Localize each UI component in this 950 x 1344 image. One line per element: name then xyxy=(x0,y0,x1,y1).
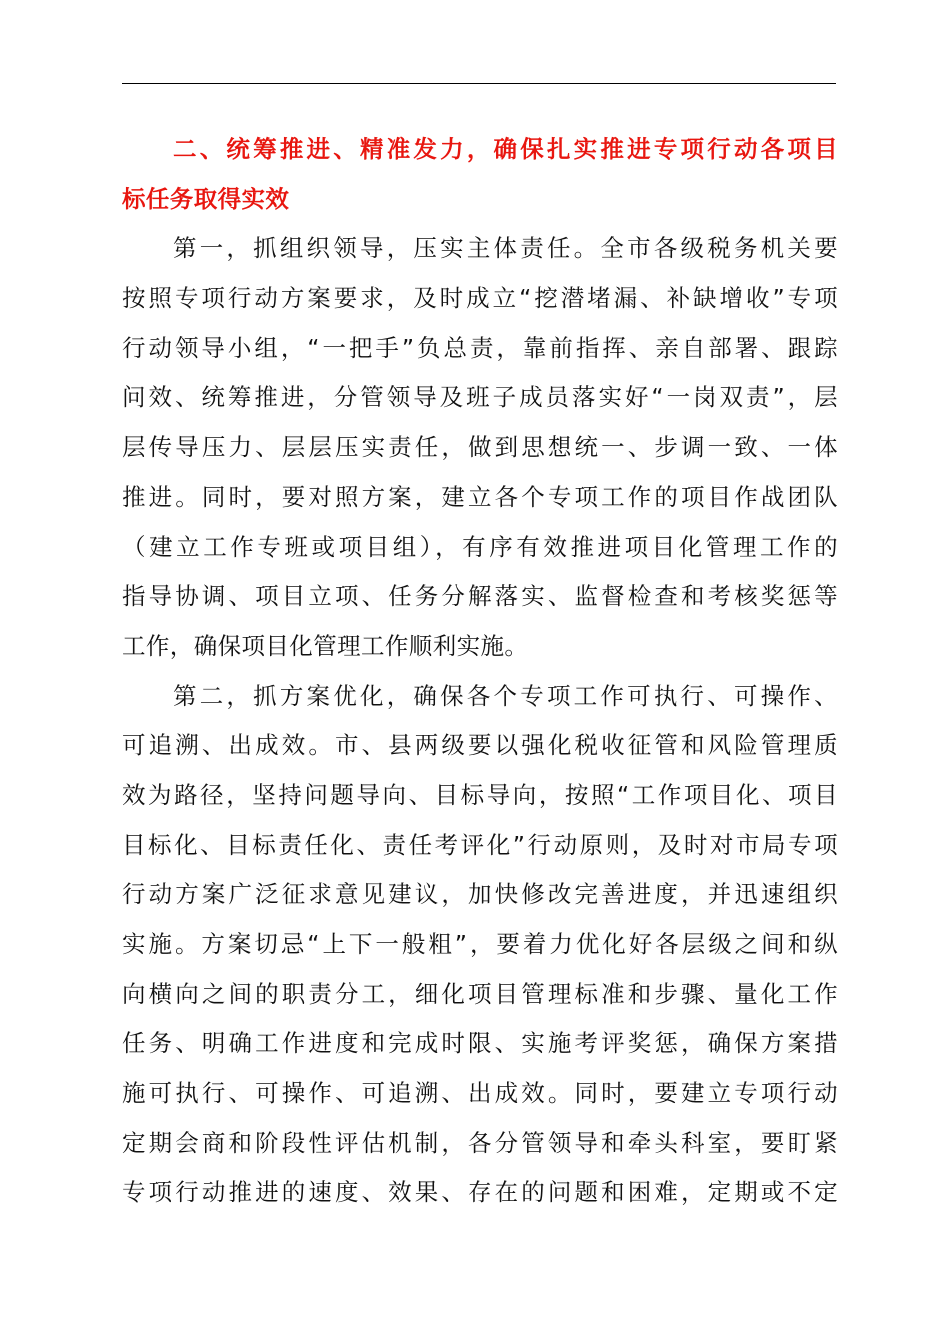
header-rule xyxy=(122,83,836,84)
paragraph-line: 第二，抓方案优化，确保各个专项工作可执行、可操作、 xyxy=(173,681,838,710)
paragraph-line: 工作，确保项目化管理工作顺利实施。 xyxy=(122,631,529,660)
paragraph-line: 推进。同时，要对照方案，建立各个专项工作的项目作战团队 xyxy=(122,482,838,511)
paragraph-line: 第一，抓组织领导，压实主体责任。全市各级税务机关要 xyxy=(173,234,838,263)
paragraph-line: 专项行动推进的速度、效果、存在的问题和困难，定期或不定 xyxy=(122,1178,838,1207)
paragraph-line: 可追溯、出成效。市、县两级要以强化税收征管和风险管理质 xyxy=(122,731,838,760)
paragraph-line: 任务、明确工作进度和完成时限、实施考评奖惩，确保方案措 xyxy=(122,1029,838,1058)
document-body xyxy=(122,125,838,1218)
paragraph-line: 行动方案广泛征求意见建议，加快修改完善进度，并迅速组织 xyxy=(122,880,838,909)
paragraph-line: 目标化、目标责任化、责任考评化”行动原则，及时对市局专项 xyxy=(122,830,838,859)
paragraph-line: 问效、统筹推进，分管领导及班子成员落实好“一岗双责”，层 xyxy=(122,383,838,412)
paragraph-1 xyxy=(122,224,838,671)
heading-line: 二、统筹推进、精准发力，确保扎实推进专项行动各项目 xyxy=(173,135,838,163)
paragraph-line: 效为路径，坚持问题导向、目标导向，按照“工作项目化、项目 xyxy=(122,780,838,809)
paragraph-line: 指导协调、项目立项、任务分解落实、监督检查和考核奖惩等 xyxy=(122,582,838,611)
heading-line: 标任务取得实效 xyxy=(122,184,290,213)
paragraph-line: （建立工作专班或项目组），有序有效推进项目化管理工作的 xyxy=(122,532,838,561)
paragraph-line: 实施。方案切忌“上下一般粗”，要着力优化好各层级之间和纵 xyxy=(122,930,838,958)
paragraph-line: 向横向之间的职责分工，细化项目管理标准和步骤、量化工作 xyxy=(122,979,838,1008)
paragraph-line: 行动领导小组，“一把手”负总责，靠前指挥、亲自部署、跟踪 xyxy=(122,333,838,362)
section-heading xyxy=(122,125,838,224)
paragraph-line: 按照专项行动方案要求，及时成立“挖潜堵漏、补缺增收”专项 xyxy=(122,284,838,313)
paragraph-line: 施可执行、可操作、可追溯、出成效。同时，要建立专项行动 xyxy=(122,1079,838,1108)
paragraph-line: 定期会商和阶段性评估机制，各分管领导和牵头科室，要盯紧 xyxy=(122,1128,838,1157)
paragraph-2 xyxy=(122,672,838,1219)
paragraph-line: 层传导压力、层层压实责任，做到思想统一、步调一致、一体 xyxy=(122,433,838,462)
